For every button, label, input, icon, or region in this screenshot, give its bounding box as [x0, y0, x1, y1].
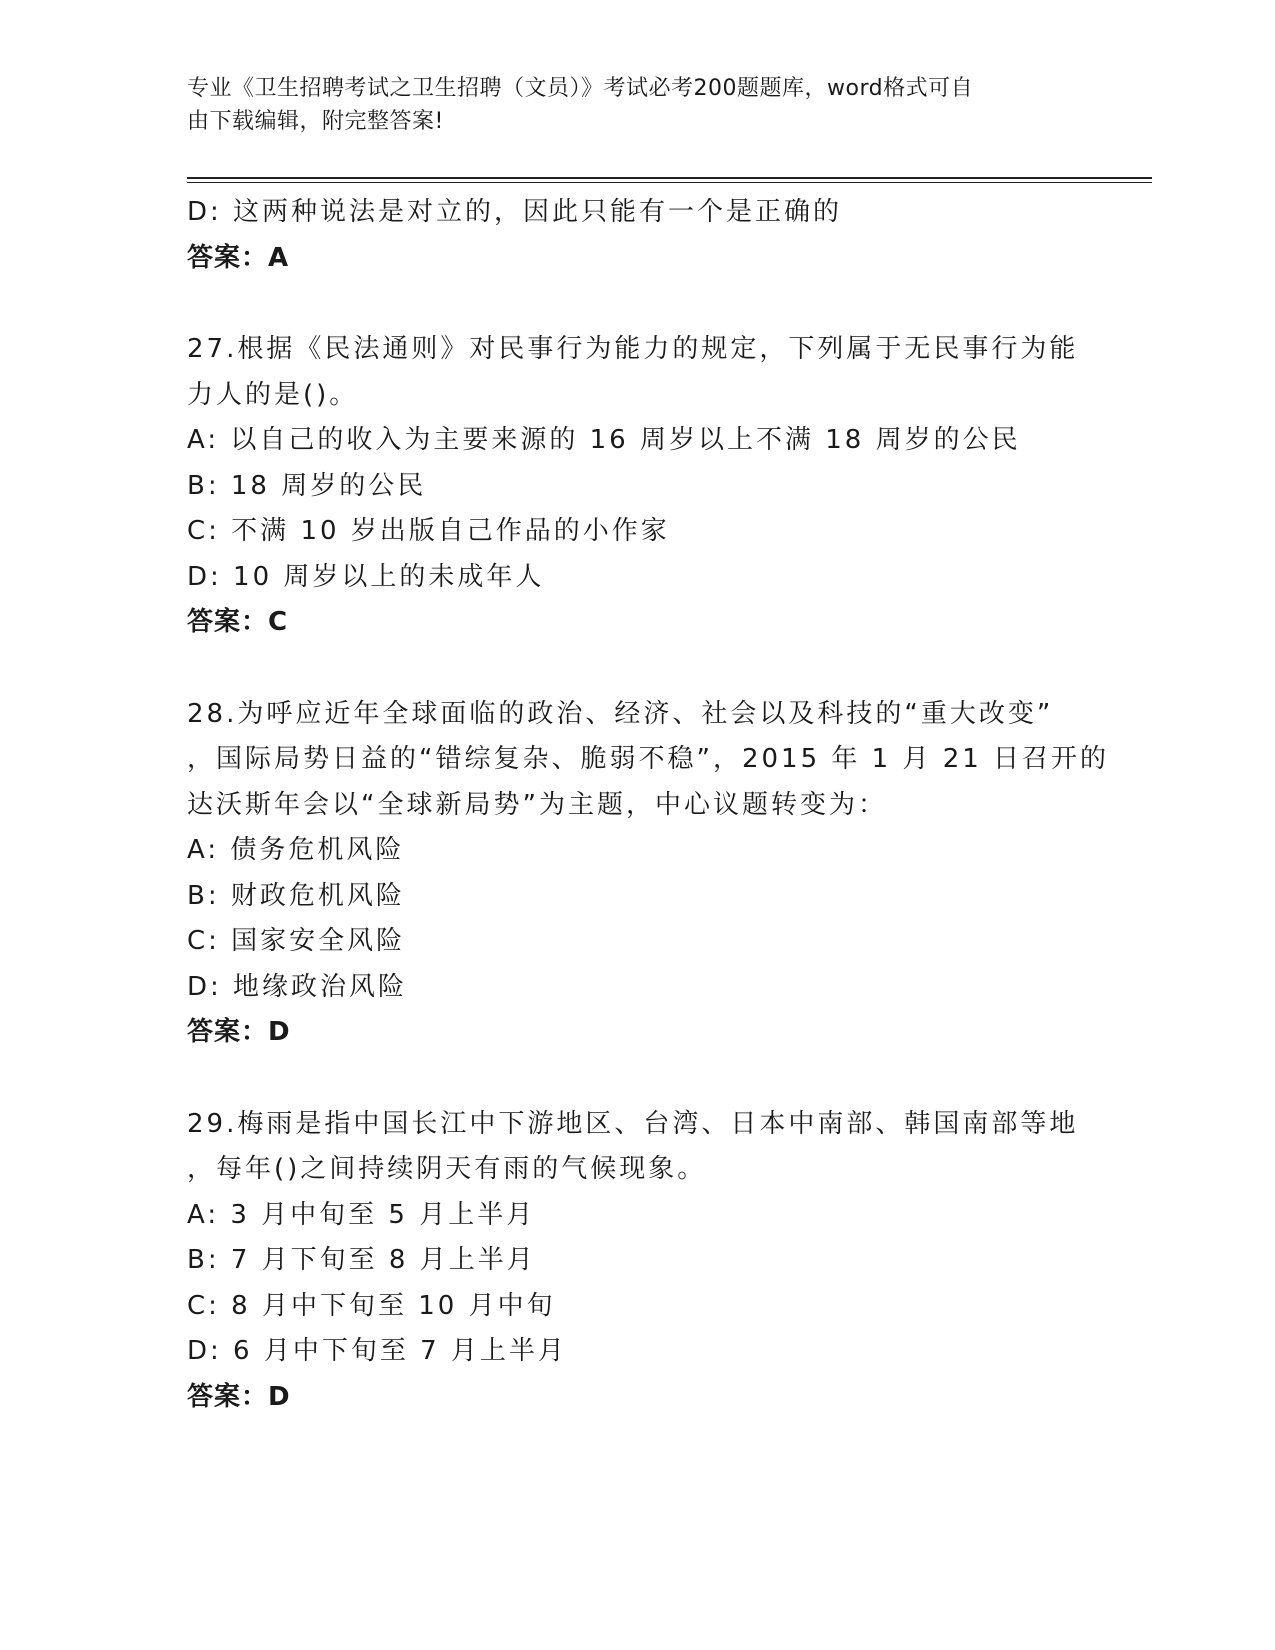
- header-divider-thick: [187, 177, 1152, 179]
- question-26-tail: [187, 190, 1087, 281]
- question-stem: 力人的是()。: [187, 379, 359, 410]
- header-divider-thin: [187, 182, 1152, 183]
- question-stem: ，国际局势日益的“错综复杂、脆弱不稳”，2015 年 1 月 21 日召开的: [187, 744, 1110, 774]
- option-b: B: 财政危机风险: [187, 880, 405, 911]
- option-c: C: 8 月中下旬至 10 月中旬: [187, 1290, 556, 1321]
- answer: 答案：C: [187, 607, 289, 637]
- answer: 答案：A: [187, 242, 290, 273]
- option-a: A: 债务危机风险: [187, 835, 405, 865]
- question-stem: ，每年()之间持续阴天有雨的气候现象。: [187, 1154, 707, 1184]
- option-a: A: 以自己的收入为主要来源的 16 周岁以上不满 18 周岁的公民: [187, 425, 1021, 455]
- header-line-2: 由下载编辑，附完整答案!: [187, 109, 444, 134]
- option-d: D: 地缘政治风险: [187, 971, 408, 1002]
- option-d: D: 10 周岁以上的未成年人: [187, 561, 545, 592]
- question-stem: 28.为呼应近年全球面临的政治、经济、社会以及科技的“重大改变”: [187, 698, 1054, 729]
- option-d: D: 这两种说法是对立的，因此只能有一个是正确的: [187, 197, 843, 227]
- question-stem: 27.根据《民法通则》对民事行为能力的规定，下列属于无民事行为能: [187, 334, 1079, 364]
- answer: 答案：D: [187, 1017, 291, 1047]
- question-29: [187, 1102, 1087, 1421]
- question-27: [187, 327, 1087, 646]
- option-b: B: 18 周岁的公民: [187, 470, 427, 501]
- option-c: C: 国家安全风险: [187, 926, 406, 956]
- option-d: D: 6 月中下旬至 7 月上半月: [187, 1336, 567, 1366]
- option-b: B: 7 月下旬至 8 月上半月: [187, 1245, 536, 1275]
- question-stem: 29.梅雨是指中国长江中下游地区、台湾、日本中南部、韩国南部等地: [187, 1108, 1079, 1139]
- option-c: C: 不满 10 岁出版自己作品的小作家: [187, 516, 670, 546]
- answer: 答案：D: [187, 1381, 291, 1412]
- question-28: [187, 692, 1110, 1056]
- question-stem: 达沃斯年会以“全球新局势”为主题，中心议题转变为：: [187, 789, 887, 820]
- page-header: [187, 72, 1087, 138]
- question-list: [187, 190, 1110, 1420]
- option-a: A: 3 月中旬至 5 月上半月: [187, 1199, 536, 1230]
- header-line-1: 专业《卫生招聘考试之卫生招聘（文员）》考试必考200题题库，word格式可自: [187, 76, 974, 101]
